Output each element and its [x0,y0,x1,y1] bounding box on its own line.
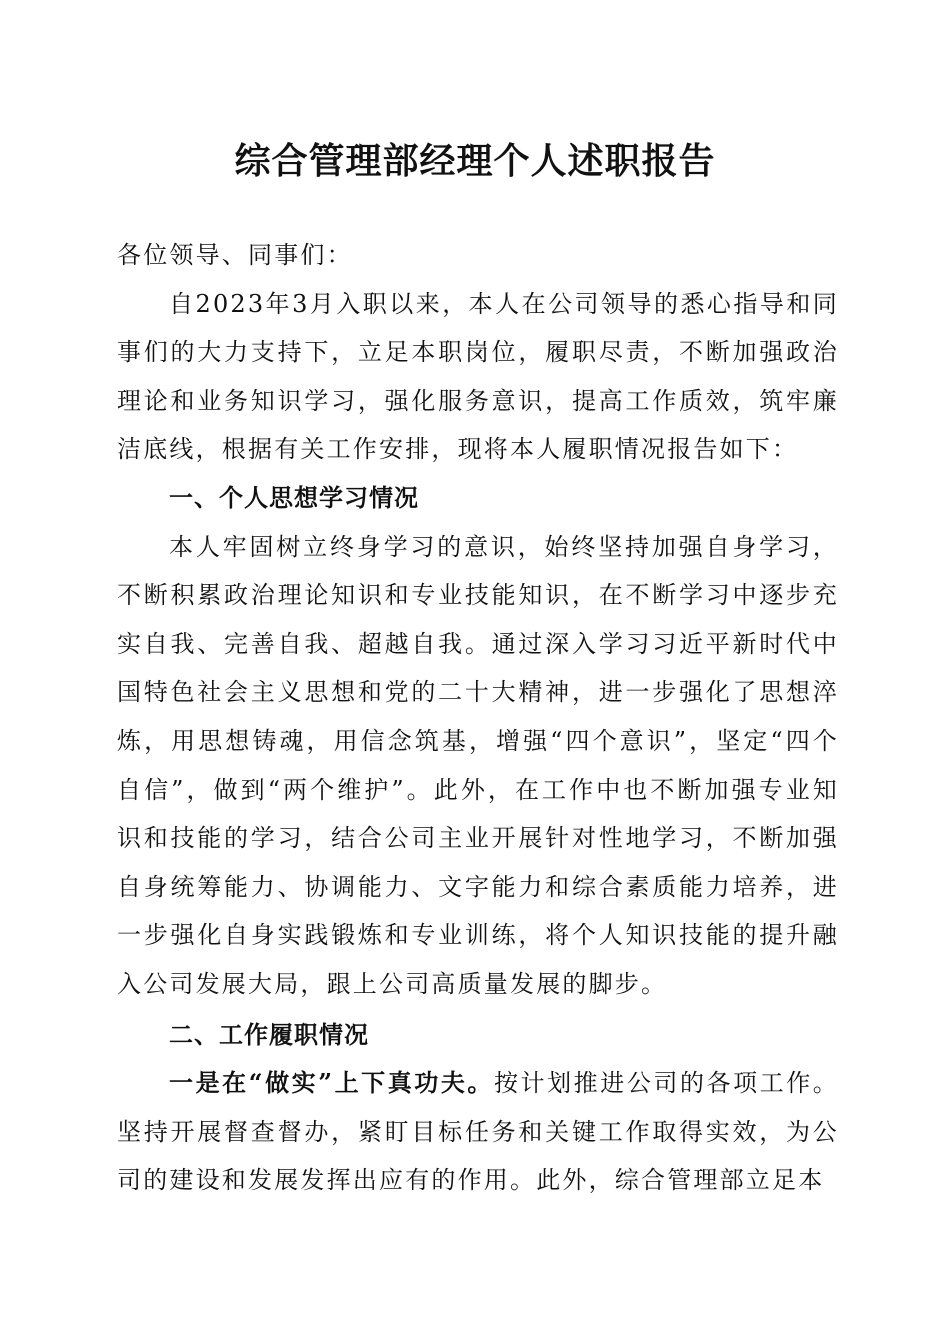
section-heading-2: 二、工作履职情况 [169,1020,369,1049]
section-heading-1: 一、个人思想学习情况 [169,483,419,512]
section-lead-2: 一是在“做实”上下真功夫。 [169,1068,494,1098]
document-title: 综合管理部经理个人述职报告 [234,140,716,182]
section-paragraph-1: 本人牢固树立终身学习的意识，始终坚持加强自身学习，不断积累政治理论知识和专业技能知识，在不断学习中逐步充实自我、完善自我、超越自我。通过深入学习习近平新时代中国特色社会主义思想和党的二十大精神，进一步强化了思想淬炼，用思想铸魂，用信念筑基，增强“四个意识”，坚定“四个自信”，做到“两个维护”。此外，在工作中也不断加强专业知识和技能的学习，结合公司主业开展针对性地学习，不断加强自身统筹能力、协调能力、文字能力和综合素质能力培养，进一步强化自身实践锻炼和专业训练，将个人知识技能的提升融入公司发展大局，跟上公司高质量发展的脚步。 [117,532,839,998]
salutation: 各位领导、同事们： [117,241,353,269]
intro-paragraph: 自2023年3月入职以来，本人在公司领导的悉心指导和同事们的大力支持下，立足本职岗位，履职尽责，不断加强政治理论和业务知识学习，强化服务意识，提高工作质效，筑牢廉洁底线，根据有关工作安排，现将本人履职情况报告如下： [117,289,839,464]
section-text-2: 按计划推进公司的各项工作。坚持开展督查督办，紧盯目标任务和关键工作取得实效，为公司的建设和发展发挥出应有的作用。此外，综合管理部立足本 [117,1069,839,1195]
section-paragraph-2 [117,1059,839,1205]
document-body [117,231,839,1205]
